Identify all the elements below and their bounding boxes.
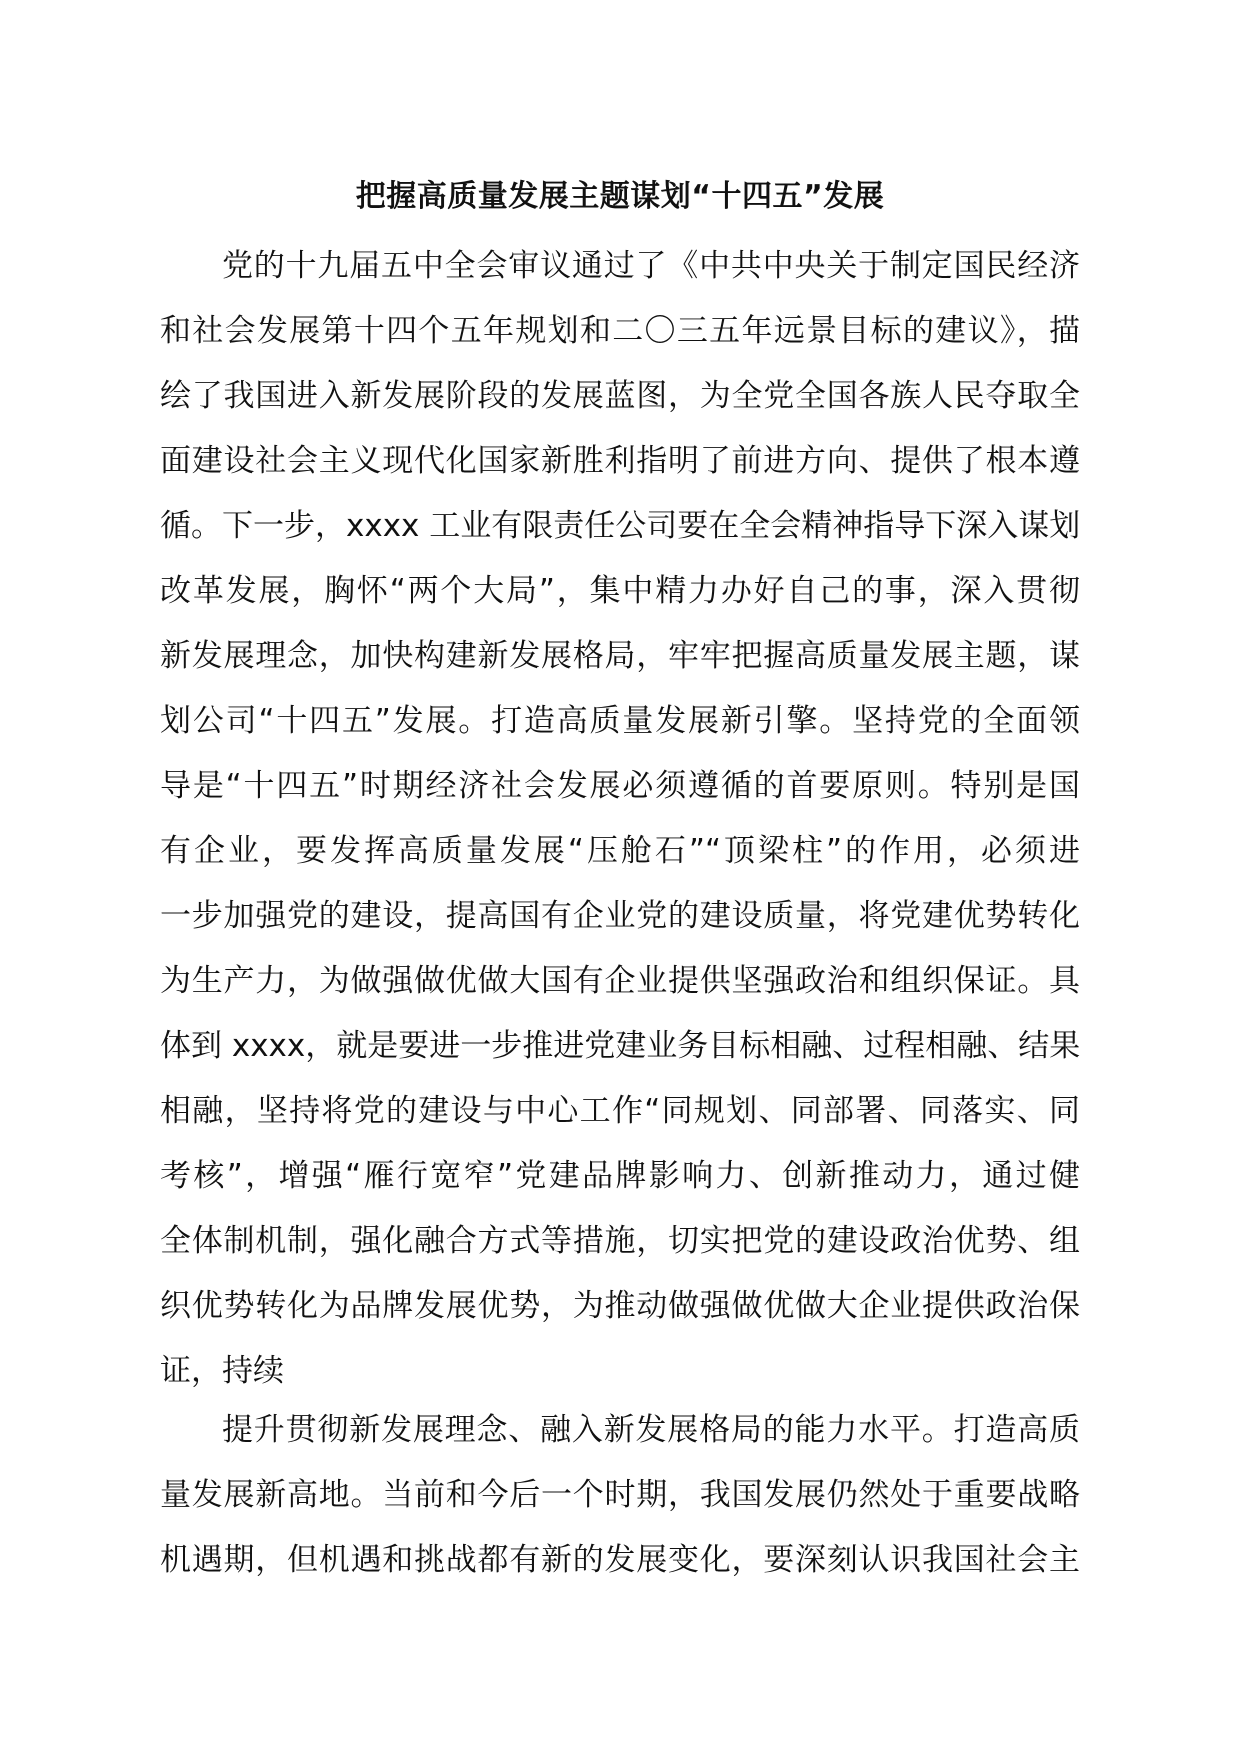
text-line: 全体制机制，强化融合方式等措施，切实把党的建设政治优势、组 <box>160 1223 1080 1259</box>
text-line: 考核”，增强“雁行宽窄”党建品牌影响力、创新推动力，通过健 <box>160 1158 1080 1194</box>
text-line: 和社会发展第十四个五年规划和二〇三五年远景目标的建议》，描 <box>160 313 1080 349</box>
text-line: 体到 xxxx，就是要进一步推进党建业务目标相融、过程相融、结果 <box>160 1028 1081 1064</box>
paragraph-2 <box>160 1398 1080 1593</box>
text-line: 机遇期，但机遇和挑战都有新的发展变化，要深刻认识我国社会主 <box>160 1542 1080 1578</box>
text-line: 循。下一步，xxxx 工业有限责任公司要在全会精神指导下深入谋划 <box>160 508 1081 544</box>
text-line: 提升贯彻新发展理念、融入新发展格局的能力水平。打造高质 <box>222 1412 1080 1448</box>
text-line: 证，持续 <box>160 1353 284 1389</box>
text-line: 一步加强党的建设，提高国有企业党的建设质量，将党建优势转化 <box>160 898 1080 934</box>
text-line: 面建设社会主义现代化国家新胜利指明了前进方向、提供了根本遵 <box>160 443 1080 479</box>
text-line: 绘了我国进入新发展阶段的发展蓝图，为全党全国各族人民夺取全 <box>160 378 1080 414</box>
text-line: 新发展理念，加快构建新发展格局，牢牢把握高质量发展主题，谋 <box>160 638 1080 674</box>
text-line: 改革发展，胸怀“两个大局”，集中精力办好自己的事，深入贯彻 <box>160 573 1080 609</box>
paragraph-1 <box>160 234 1080 1404</box>
text-line: 量发展新高地。当前和今后一个时期，我国发展仍然处于重要战略 <box>160 1477 1080 1513</box>
text-line: 划公司“十四五”发展。打造高质量发展新引擎。坚持党的全面领 <box>160 703 1080 739</box>
text-line: 为生产力，为做强做优做大国有企业提供坚强政治和组织保证。具 <box>160 963 1080 999</box>
text-line: 党的十九届五中全会审议通过了《中共中央关于制定国民经济 <box>222 248 1080 284</box>
document-title: 把握高质量发展主题谋划“十四五”发展 <box>355 179 885 214</box>
text-line: 织优势转化为品牌发展优势，为推动做强做优做大企业提供政治保 <box>160 1288 1080 1324</box>
text-line: 导是“十四五”时期经济社会发展必须遵循的首要原则。特别是国 <box>160 768 1080 804</box>
text-line: 有企业，要发挥高质量发展“压舱石”“顶梁柱”的作用，必须进 <box>160 833 1080 869</box>
text-line: 相融，坚持将党的建设与中心工作“同规划、同部署、同落实、同 <box>160 1093 1080 1129</box>
